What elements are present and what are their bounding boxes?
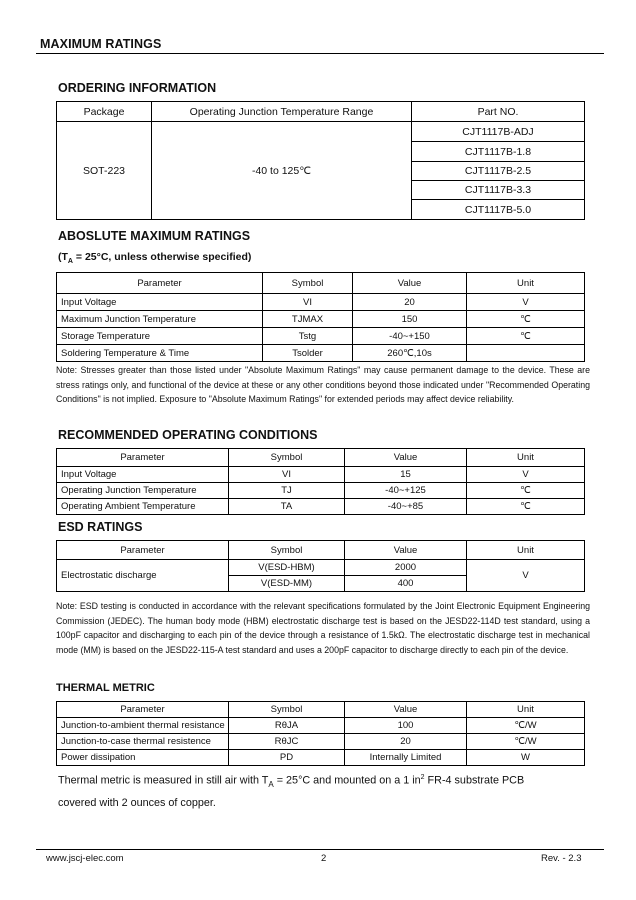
symbol-cell: VI: [263, 294, 353, 311]
table-row: [57, 750, 585, 766]
esd-note: Note: ESD testing is conducted in accordance with the relevant specifications formulated by the Joint Electronic Equipment Engineering Commission (JEDEC). The human body mode (HBM) electrostatic discharge test is based on the JESD22-114D test standard, using a 100pF capacitor and discharging to each pin of the device through a resistance of 1.5kΩ. The electrostatic discharge test in mechanical mode (MM) is based on the JESD22-115-A test standard and uses a 200pF capacitor to discharge directly to each pin of the device.: [56, 601, 590, 656]
footer-rule: [36, 849, 604, 850]
esd-header-symbol: Symbol: [229, 541, 345, 560]
symbol-cell: TA: [229, 499, 345, 515]
abs-max-note: Note: Stresses greater than those listed under "Absolute Maximum Ratings" may cause permanent damage to the device. These are stress ratings only, and functional of the device at these or any other conditions beyond those indicated under "Recommended Operating Conditions" is not implied. Exposure to "Absolute Maximum Ratings" for extended periods may affect device reliability.: [56, 365, 590, 405]
unit-cell: W: [467, 750, 585, 766]
param-cell: Operating Junction Temperature: [57, 483, 229, 499]
ordering-header-part: Part NO.: [412, 102, 585, 122]
ordering-header-package: Package: [57, 102, 152, 122]
param-cell: Junction-to-case thermal resistence: [57, 734, 229, 750]
esd-value-hbm: 2000: [345, 560, 467, 576]
esd-param: Electrostatic discharge: [57, 560, 229, 592]
table-row: [57, 345, 585, 362]
recommended-table: [56, 448, 585, 515]
param-cell: Maximum Junction Temperature: [57, 311, 263, 328]
param-cell: Junction-to-ambient thermal resistance: [57, 718, 229, 734]
recommended-header-parameter: Parameter: [57, 449, 229, 467]
symbol-cell: Tsolder: [263, 345, 353, 362]
value-cell: 20: [353, 294, 467, 311]
esd-header-value: Value: [345, 541, 467, 560]
value-cell: 150: [353, 311, 467, 328]
recommended-header-value: Value: [345, 449, 467, 467]
param-cell: Input Voltage: [57, 294, 263, 311]
ordering-temp-range: -40 to 125℃: [152, 122, 412, 220]
symbol-cell: TJ: [229, 483, 345, 499]
table-row: [57, 294, 585, 311]
ordering-part: CJT1117B-3.3: [412, 181, 585, 200]
ordering-part: CJT1117B-5.0: [412, 200, 585, 220]
table-row: [57, 483, 585, 499]
unit-cell: ℃/W: [467, 734, 585, 750]
thermal-note-line-1: Thermal metric is measured in still air with $T_A = 25^\circ C$ and mounted on a 1 $in^2$ FR-4 substrate PCB: [58, 774, 525, 789]
abs-max-header-value: Value: [353, 273, 467, 294]
thermal-table: [56, 701, 585, 766]
unit-cell: ℃: [467, 499, 585, 515]
esd-table: [56, 540, 585, 592]
symbol-cell: PD: [229, 750, 345, 766]
thermal-header-unit: Unit: [467, 702, 585, 718]
value-cell: 20: [345, 734, 467, 750]
param-cell: Operating Ambient Temperature: [57, 499, 229, 515]
thermal-header-parameter: Parameter: [57, 702, 229, 718]
abs-max-condition: ($T_A = 25^\circ C$, unless otherwise specified): [58, 251, 252, 266]
footer-revision: Rev. - 2.3: [541, 853, 582, 864]
value-cell: 260℃,10s: [353, 345, 467, 362]
symbol-cell: TJMAX: [263, 311, 353, 328]
param-cell: Storage Temperature: [57, 328, 263, 345]
table-row: [57, 499, 585, 515]
esd-symbol-mm: V(ESD-MM): [229, 576, 345, 592]
recommended-header-unit: Unit: [467, 449, 585, 467]
value-cell: Internally Limited: [345, 750, 467, 766]
ordering-table: [56, 101, 585, 220]
param-cell: Soldering Temperature & Time: [57, 345, 263, 362]
abs-max-header-parameter: Parameter: [57, 273, 263, 294]
unit-cell: ℃: [467, 483, 585, 499]
symbol-cell: Tstg: [263, 328, 353, 345]
param-cell: Input Voltage: [57, 467, 229, 483]
thermal-header-symbol: Symbol: [229, 702, 345, 718]
abs-max-header-unit: Unit: [467, 273, 585, 294]
symbol-cell: RθJA: [229, 718, 345, 734]
esd-header-parameter: Parameter: [57, 541, 229, 560]
value-cell: -40~+150: [353, 328, 467, 345]
thermal-note-line-2: covered with 2 ounces of copper.: [58, 796, 216, 809]
table-row: [57, 328, 585, 345]
unit-cell: V: [467, 294, 585, 311]
ordering-title: ORDERING INFORMATION: [58, 81, 217, 95]
value-cell: 15: [345, 467, 467, 483]
footer-website[interactable]: www.jscj-elec.com: [46, 853, 124, 864]
abs-max-header-symbol: Symbol: [263, 273, 353, 294]
esd-title: ESD RATINGS: [58, 520, 143, 534]
esd-symbol-hbm: V(ESD-HBM): [229, 560, 345, 576]
param-cell: Power dissipation: [57, 750, 229, 766]
table-row: [57, 718, 585, 734]
unit-cell: ℃: [467, 328, 585, 345]
value-cell: -40~+85: [345, 499, 467, 515]
unit-cell: V: [467, 467, 585, 483]
thermal-note: [58, 769, 598, 812]
footer-page-number: 2: [321, 853, 327, 864]
table-row: [57, 311, 585, 328]
value-cell: -40~+125: [345, 483, 467, 499]
thermal-title: THERMAL METRIC: [56, 682, 155, 694]
esd-value-mm: 400: [345, 576, 467, 592]
ordering-part: CJT1117B-1.8: [412, 142, 585, 162]
ordering-part: CJT1117B-2.5: [412, 162, 585, 181]
table-row: [57, 734, 585, 750]
header-rule: [36, 53, 604, 54]
ordering-part: CJT1117B-ADJ: [412, 122, 585, 142]
thermal-header-value: Value: [345, 702, 467, 718]
abs-max-table: [56, 272, 585, 362]
symbol-cell: RθJC: [229, 734, 345, 750]
value-cell: 100: [345, 718, 467, 734]
symbol-cell: VI: [229, 467, 345, 483]
unit-cell: [467, 345, 585, 362]
abs-max-title: ABOSLUTE MAXIMUM RATINGS: [58, 229, 251, 243]
unit-cell: ℃: [467, 311, 585, 328]
unit-cell: ℃/W: [467, 718, 585, 734]
esd-unit: V: [467, 560, 585, 592]
ordering-package: SOT-223: [57, 122, 152, 220]
recommended-title: RECOMMENDED OPERATING CONDITIONS: [58, 428, 318, 442]
page-header-title: MAXIMUM RATINGS: [40, 37, 162, 51]
recommended-header-symbol: Symbol: [229, 449, 345, 467]
esd-header-unit: Unit: [467, 541, 585, 560]
ordering-header-temp: Operating Junction Temperature Range: [152, 102, 412, 122]
table-row: [57, 467, 585, 483]
